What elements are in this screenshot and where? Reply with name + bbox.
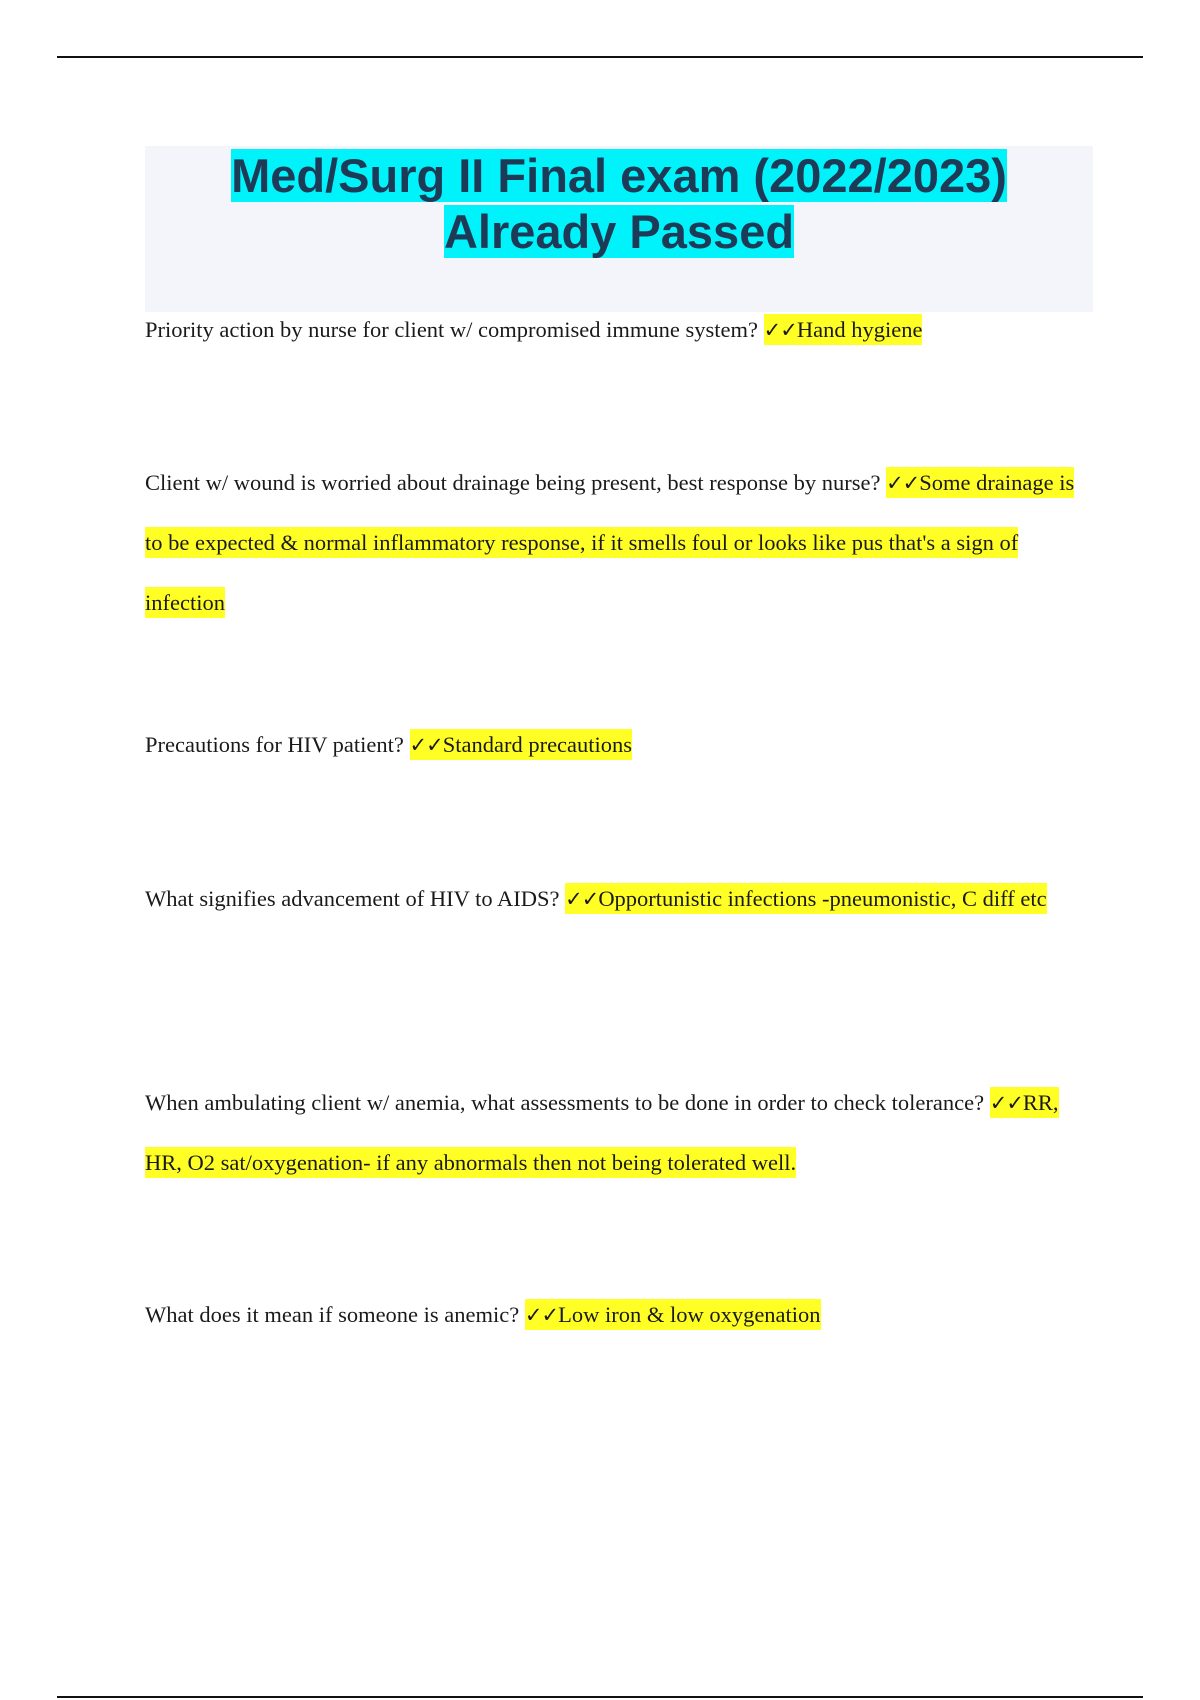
question-text: What does it mean if someone is anemic? <box>145 1302 520 1327</box>
title-line-2: Already Passed <box>443 205 795 258</box>
answer-text: Opportunistic infections -pneumonistic, C diff etc <box>598 886 1047 911</box>
answer-text: Low iron & low oxygenation <box>558 1302 821 1327</box>
double-check-icon: ✓✓ <box>763 318 797 342</box>
qa-item-1 <box>145 300 1090 360</box>
question-text: When ambulating client w/ anemia, what assessments to be done in order to check tolerance? <box>145 1090 985 1115</box>
title-line-1: Med/Surg II Final exam (2022/2023) <box>231 149 1007 202</box>
answer-text: RR, HR, O2 sat/oxygenation- if any abnormals then not being tolerated well. <box>145 1090 1059 1175</box>
double-check-icon: ✓✓ <box>886 471 920 495</box>
answer-text: Standard precautions <box>442 732 633 757</box>
question-text: Precautions for HIV patient? <box>145 732 404 757</box>
qa-item-4 <box>145 869 1090 929</box>
answer-highlight <box>525 1299 821 1330</box>
page-title <box>145 148 1093 260</box>
bottom-rule <box>57 1696 1143 1698</box>
question-text: What signifies advancement of HIV to AIDS? <box>145 886 560 911</box>
title-block <box>145 146 1093 312</box>
qa-item-6 <box>145 1285 1090 1345</box>
double-check-icon: ✓✓ <box>565 887 599 911</box>
double-check-icon: ✓✓ <box>989 1091 1023 1115</box>
qa-item-2 <box>145 453 1090 633</box>
qa-item-5 <box>145 1073 1090 1193</box>
question-text: Client w/ wound is worried about drainage being present, best response by nurse? <box>145 470 881 495</box>
question-text: Priority action by nurse for client w/ compromised immune system? <box>145 317 759 342</box>
qa-item-3 <box>145 715 1090 775</box>
answer-highlight <box>565 883 1046 914</box>
answer-text: Some drainage is to be expected & normal inflammatory response, if it smells foul or looks like pus that's a sign of infection <box>145 470 1075 615</box>
answer-highlight <box>764 314 923 345</box>
answer-text: Hand hygiene <box>796 317 923 342</box>
answer-highlight <box>410 729 633 760</box>
top-rule <box>57 56 1143 58</box>
double-check-icon: ✓✓ <box>409 733 443 757</box>
double-check-icon: ✓✓ <box>524 1303 559 1327</box>
